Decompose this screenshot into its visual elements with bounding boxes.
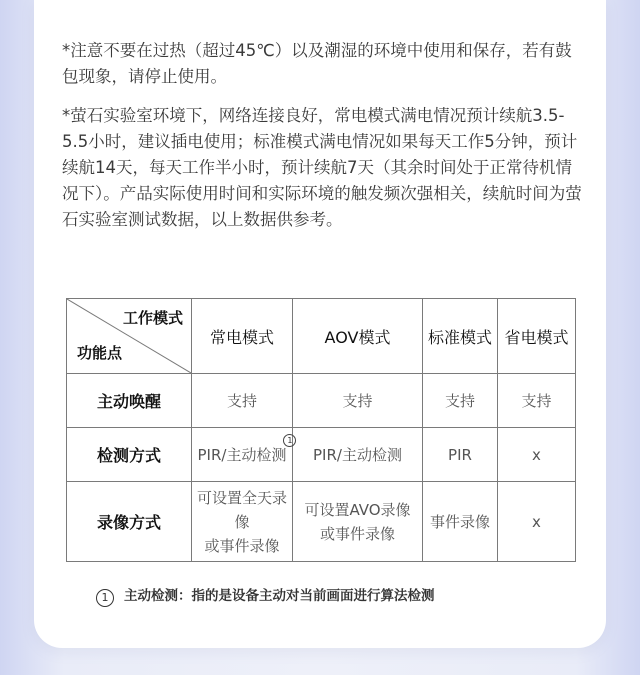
footnote-marker-icon: 1 [283, 434, 296, 447]
row-feature-recording: 录像方式 [67, 482, 192, 562]
cell-line: 可设置全天录像 [196, 488, 287, 531]
cell-line: 或事件录像 [319, 524, 395, 543]
corner-mode-label: 工作模式 [122, 309, 183, 327]
footnote-number-icon: 1 [96, 589, 114, 607]
cell-line: 可设置AVO录像 [304, 500, 411, 519]
table-row [67, 428, 576, 482]
table-cell: x [498, 428, 576, 482]
table-row [67, 374, 576, 428]
table-cell: PIR [423, 428, 498, 482]
note-battery-life: *萤石实验室环境下，网络连接良好，常电模式满电情况预计续航3.5-5.5小时，建议插电使用；标准模式满电情况如果每天工作5分钟，预计续航14天，每天工作半小时，预计续航7天（其余时间处于正常待机情况下）。产品实际使用时间和实际环境的触发频次强相关，续航时间为萤石实验室测试数据，以上数据供参考。 [62, 106, 582, 229]
corner-feature-label: 功能点 [77, 344, 123, 362]
header-mode-aov: AOV模式 [293, 299, 423, 374]
row-feature-active-wake: 主动唤醒 [67, 374, 192, 428]
table-cell: 事件录像 [423, 482, 498, 562]
row-feature-detection: 检测方式 [67, 428, 192, 482]
notes-section [62, 38, 586, 246]
table-row [67, 482, 576, 562]
table-cell: x [498, 482, 576, 562]
content-card [34, 0, 606, 648]
table-cell: 支持 [498, 374, 576, 428]
footnote [96, 584, 435, 607]
table-cell: 支持 [293, 374, 423, 428]
header-mode-always-on: 常电模式 [192, 299, 293, 374]
header-mode-standard: 标准模式 [423, 299, 498, 374]
table-cell: PIR/主动检测 [293, 428, 423, 482]
table-cell [192, 428, 293, 482]
header-mode-power-saving: 省电模式 [498, 299, 576, 374]
footnote-text: 主动检测：指的是设备主动对当前画面进行算法检测 [124, 588, 435, 604]
cell-text: PIR/主动检测 [197, 446, 287, 464]
table-cell [192, 482, 293, 562]
table-header-row [67, 299, 576, 374]
note-overheat: *注意不要在过热（超过45℃）以及潮湿的环境中使用和保存，若有鼓包现象，请停止使用。 [62, 41, 572, 86]
table-cell: 支持 [423, 374, 498, 428]
table-cell [293, 482, 423, 562]
table-cell: 支持 [192, 374, 293, 428]
table-corner-cell [67, 299, 192, 374]
mode-comparison-table [66, 298, 576, 562]
cell-line: 或事件录像 [204, 536, 280, 555]
